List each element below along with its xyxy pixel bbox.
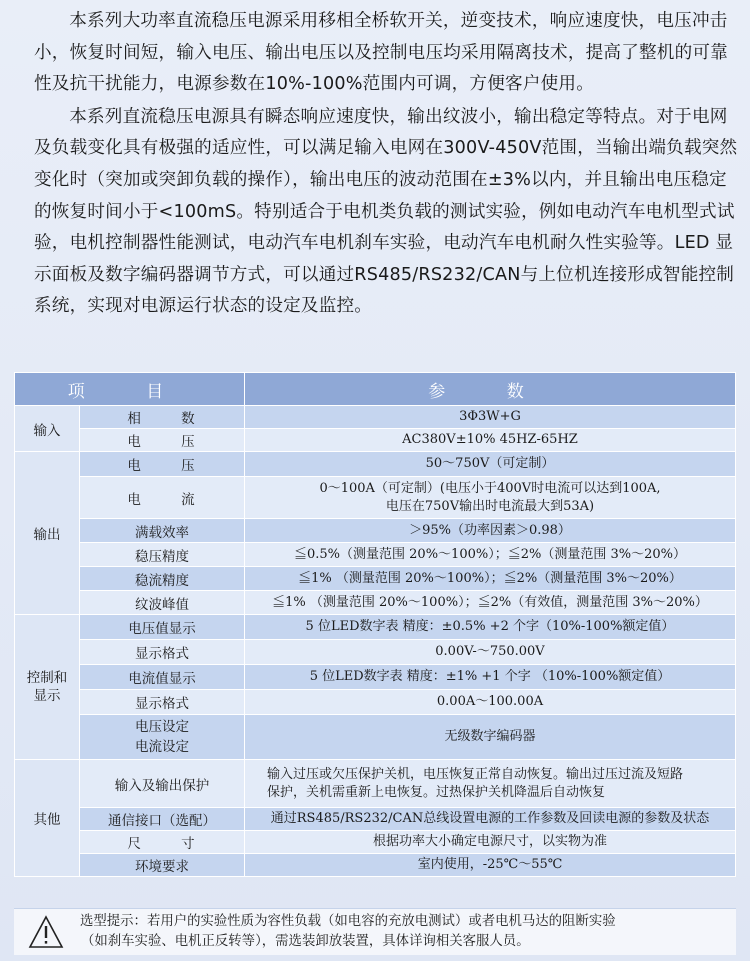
spec-table — [14, 372, 736, 877]
row-label: 显示格式 — [80, 690, 245, 715]
row-label: 稳流精度 — [80, 567, 245, 591]
row-value: ≦0.5%（测量范围 20%～100%）；≦2%（测量范围 3%～20%） — [245, 543, 736, 567]
intro-text — [0, 0, 750, 323]
intro-paragraph-1: 本系列大功率直流稳压电源采用移相全桥软开关，逆变技术，响应速度快，电压冲击小，恢复时间短，输入电压、输出电压以及控制电压均采用隔离技术，提高了整机的可靠性及抗干扰能力，电源参数在10%-100%范围内可调，方便客户使用。 — [34, 11, 728, 95]
row-value-line: 电压在750V输出时电流最大到53A) — [385, 498, 595, 514]
table-row — [15, 567, 736, 591]
row-value: 根据功率大小确定电源尺寸，以实物为准 — [245, 831, 736, 854]
group-control-label: 控制和显示 — [26, 670, 68, 704]
table-row — [15, 543, 736, 567]
row-value: 通过RS485/RS232/CAN总线设置电源的工作参数及回读电源的参数及状态 — [245, 808, 736, 831]
row-label: 环境要求 — [80, 854, 245, 877]
row-value: 0.00A～100.00A — [245, 690, 736, 715]
row-label-line: 电流设定 — [135, 739, 189, 755]
table-row — [15, 808, 736, 831]
table-row — [15, 665, 736, 690]
table-row — [15, 429, 736, 452]
note-line: 选型提示：若用户的实验性质为容性负载（如电容的充放电测试）或者电机马达的阻断实验 — [80, 914, 616, 929]
row-value: 5 位LED数字表 精度：±1% +1 个字 （10%-100%额定值） — [245, 665, 736, 690]
row-label: 显示格式 — [80, 640, 245, 665]
group-other: 其他 — [15, 760, 80, 877]
row-label: 输入及输出保护 — [80, 760, 245, 808]
row-value: 3Φ3W+G — [245, 406, 736, 429]
row-value: 50～750V（可定制） — [245, 452, 736, 477]
note-text — [80, 912, 730, 952]
intro-paragraph-2: 本系列直流稳压电源具有瞬态响应速度快，输出纹波小，输出稳定等特点。对于电网及负载变化具有极强的适应性，可以满足输入电网在300V-450V范围，当输出端负载突然变化时（突加或突卸负载的操作），输出电压的波动范围在±3%以内，并且输出电压稳定的恢复时间小于<100mS。特别适合于电机类负载的测试实验，例如电动汽车电机型式试验，电机控制器性能测试，电动汽车电机刹车实验，电动汽车电机耐久性实验等。LED 显示面板及数字编码器调节方式，可以通过RS485/RS232/CAN与上位机连接形成智能控制系统，实现对电源运行状态的设定及监控。 — [34, 106, 738, 317]
table-row — [15, 591, 736, 615]
row-label: 电 流 — [80, 477, 245, 519]
row-value: AC380V±10% 45HZ-65HZ — [245, 429, 736, 452]
table-row — [15, 854, 736, 877]
row-label: 通信接口（选配） — [80, 808, 245, 831]
row-label: 相 数 — [80, 406, 245, 429]
row-label: 电 压 — [80, 429, 245, 452]
table-row — [15, 690, 736, 715]
table-row — [15, 715, 736, 760]
row-value: ≦1% （测量范围 20%～100%）；≦2%（测量范围 3%～20%） — [245, 567, 736, 591]
note-line: （如刹车实验、电机正反转等），需选装卸放装置，具体详询相关客服人员。 — [81, 934, 530, 949]
header-item: 项 目 — [15, 373, 245, 406]
row-label — [80, 715, 245, 760]
row-value — [245, 477, 736, 519]
row-value: ＞95%（功率因素＞0.98） — [245, 519, 736, 543]
row-label: 电压值显示 — [80, 615, 245, 640]
row-label: 尺 寸 — [80, 831, 245, 854]
row-label-line: 电压设定 — [135, 719, 189, 735]
table-row — [15, 831, 736, 854]
row-value: 室内使用，-25℃～55℃ — [245, 854, 736, 877]
header-param: 参 数 — [245, 373, 736, 406]
selection-note — [14, 908, 736, 955]
table-row — [15, 406, 736, 429]
table-row — [15, 640, 736, 665]
row-value: 无级数字编码器 — [245, 715, 736, 760]
row-value-line: 保护，关机需重新上电恢复。过热保护关机降温后自动恢复 — [267, 784, 606, 800]
row-value: 5 位LED数字表 精度：±0.5% +2 个字（10%-100%额定值） — [245, 615, 736, 640]
row-value-line: 输入过压或欠压保护关机，电压恢复正常自动恢复。输出过压过流及短路 — [267, 766, 684, 782]
row-value: 0.00V-～750.00V — [245, 640, 736, 665]
row-label: 电 压 — [80, 452, 245, 477]
row-value-line: 0～100A（可定制）(电压小于400V时电流可以达到100A, — [319, 480, 661, 496]
table-row — [15, 760, 736, 808]
row-value — [245, 760, 736, 808]
row-label: 稳压精度 — [80, 543, 245, 567]
warning-triangle-icon — [28, 915, 64, 949]
table-row — [15, 519, 736, 543]
row-label: 电流值显示 — [80, 665, 245, 690]
group-input: 输入 — [15, 406, 80, 452]
group-output: 输出 — [15, 452, 80, 615]
table-row — [15, 615, 736, 640]
row-value: ≦1% （测量范围 20%～100%）；≦2%（有效值，测量范围 3%～20%） — [245, 591, 736, 615]
table-header — [15, 373, 736, 406]
row-label: 满载效率 — [80, 519, 245, 543]
group-control — [15, 615, 80, 760]
table-row — [15, 477, 736, 519]
table-row — [15, 452, 736, 477]
row-label: 纹波峰值 — [80, 591, 245, 615]
